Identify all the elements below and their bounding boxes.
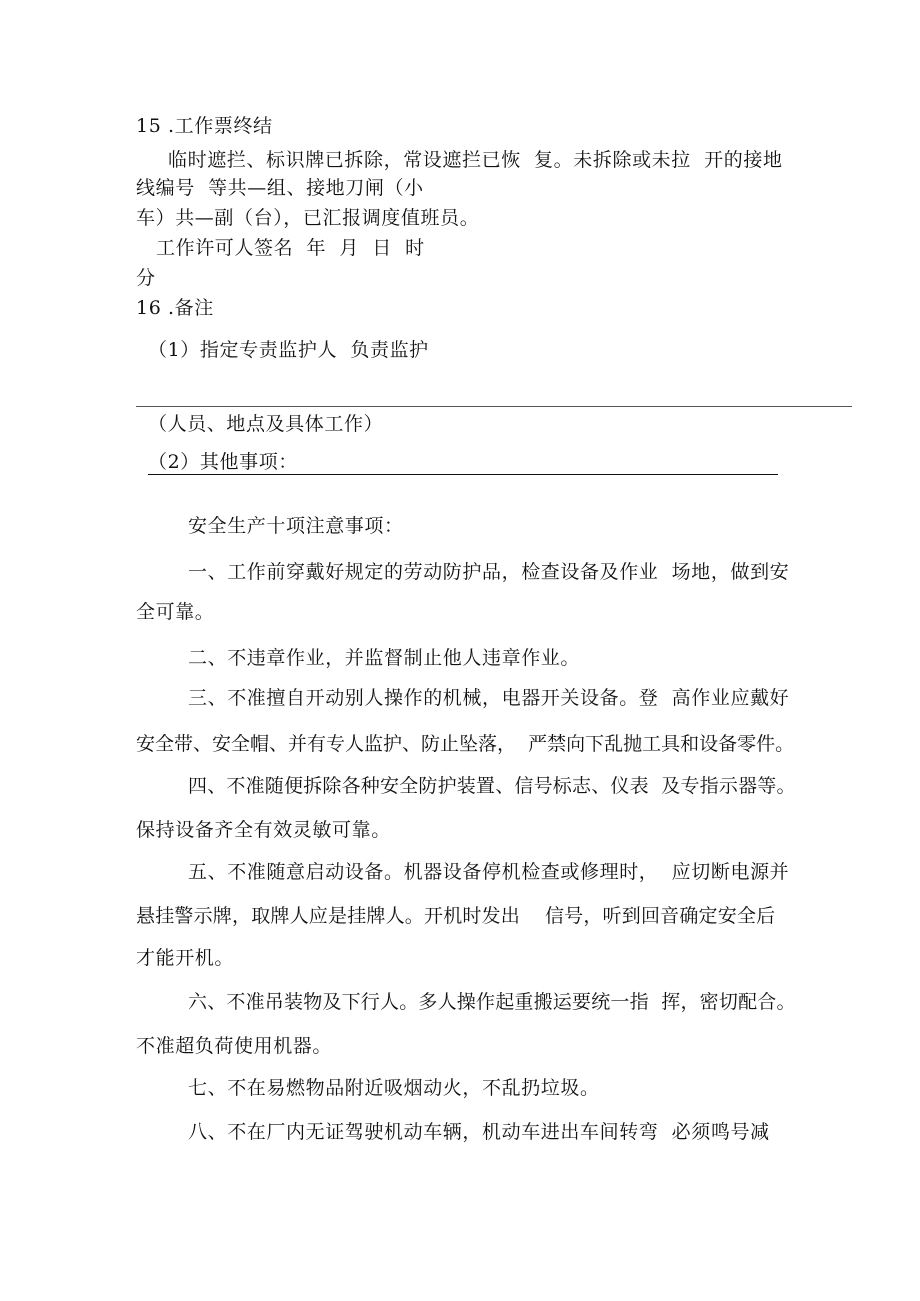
remark-item-2-label: （2）其他事项： (148, 451, 298, 473)
section-15-heading: 15 .工作票终结 (136, 115, 273, 137)
safety-line-1: 一、工作前穿戴好规定的劳动防护品，检查设备及作业 场地，做到安 (188, 561, 790, 583)
safety-line-7: 保持设备齐全有效灵敏可靠。 (136, 819, 391, 841)
safety-line-3: 二、不违章作业，并监督制止他人违章作业。 (188, 647, 581, 669)
safety-line-12: 不准超负荷使用机器。 (136, 1035, 333, 1057)
section-15-text-line-2: 线编号 等共—组、接地刀闸（小 (136, 177, 424, 199)
safety-line-8: 五、不准随意启动设备。机器设备停机检查或修理时， 应切断电源并 (188, 861, 790, 883)
safety-line-14: 八、不在厂内无证驾驶机动车辆，机动车进出车间转弯 必须鸣号减 (188, 1121, 770, 1143)
remark-item-1: （1）指定专责监护人 负责监护 (148, 339, 429, 361)
safety-title: 安全生产十项注意事项： (188, 515, 404, 537)
safety-line-6: 四、不准随便拆除各种安全防护装置、信号标志、仪表 及专指示器等。 (188, 775, 796, 797)
safety-line-4: 三、不准擅自开动别人操作的机械，电器开关设备。登 高作业应戴好 (188, 687, 790, 709)
remark-item-2 (148, 450, 778, 475)
safety-line-10: 才能开机。 (136, 947, 235, 969)
section-16-heading: 16 .备注 (136, 297, 214, 319)
section-15-text-line-3: 车）共—副（台），已汇报调度值班员。 (136, 207, 480, 229)
safety-line-2: 全可靠。 (136, 601, 215, 623)
work-permit-signature-line: 工作许可人签名 年 月 日 时 (156, 237, 425, 259)
section-15-text-line-1: 临时遮拦、标识牌已拆除，常设遮拦已恢 复。未拆除或未拉 开的接地 (168, 149, 783, 171)
section-15-minute-label: 分 (136, 267, 156, 289)
safety-line-5: 安全带、安全帽、并有专人监护、防止坠落， 严禁向下乱抛工具和设备零件。 (136, 733, 795, 755)
remark-item-1-fill-line (136, 406, 852, 407)
safety-line-11: 六、不准吊装物及下行人。多人操作起重搬运要统一指 挥，密切配合。 (188, 991, 796, 1013)
safety-line-9: 悬挂警示牌，取牌人应是挂牌人。开机时发出 信号，听到回音确定安全后 (136, 905, 776, 927)
safety-line-13: 七、不在易燃物品附近吸烟动火，不乱扔垃圾。 (188, 1077, 600, 1099)
remark-item-1-note: （人员、地点及具体工作） (148, 413, 384, 435)
